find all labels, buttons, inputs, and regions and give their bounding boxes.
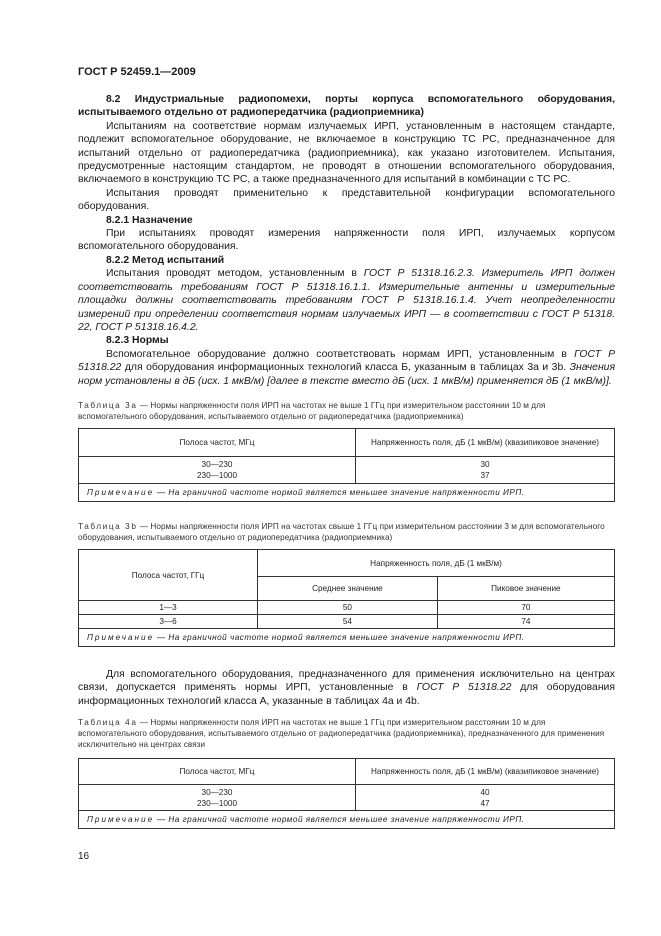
caption-text: — Нормы напряженности поля ИРП на частотах свыше 1 ГГц при измерительном расстоянии 3 м для вспомогательного оборудования, испытываемого отдельно от радиопередатчика (радиоприемника) [78, 522, 605, 542]
caption-label: Таблица 3а [78, 401, 138, 410]
table-cell: 74 [437, 615, 614, 629]
text-run: Испытания проводят методом, установленным в [106, 268, 364, 280]
text-run-italic: ГОСТ Р 51318.22 [416, 682, 512, 694]
paragraph: Испытания проводят применительно к представительной конфигурации вспомогательного оборудования. [78, 187, 615, 213]
table-note [79, 811, 615, 829]
paragraph: Испытаниям на соответствие нормам излучаемых ИРП, установленным в настоящем стандарте, подлежит вспомогательное оборудование, не включаемое в конструкцию ТС РС, предназначенное для испытаний отдельно от радиопередатчика (радиоприемника), как указано изготовителем. Испытания, предусмотренные настоящим стандартом, не проводят в отношении вспомогательного оборудования, включаемого в конструкцию ТС РС, а также предназначенного для испытаний в комбинации с ТС РС. [78, 120, 615, 186]
band-value: 30—230 [201, 460, 233, 469]
note-text: — На граничной частоте нормой является меньшее значение напряженности ИРП. [154, 815, 525, 824]
text-run: Для вспомогательного оборудования, предназначенного для применения исключительно на центрах связи, допускается применять нормы ИРП, установленные в [78, 669, 615, 694]
text-run-italic: Значения норм установлены в дБ (исх. 1 мкВ/м) [далее в тексте вместо дБ (исх. 1 мкВ/м) применяется дБ (1 мкВ/м)]. [78, 362, 615, 387]
subsection-title-8-2-2: 8.2.2 Метод испытаний [106, 254, 225, 266]
table-note [79, 629, 615, 647]
table-cell [356, 457, 615, 484]
band-value: 230—1000 [196, 471, 238, 480]
note-text: — На граничной частоте нормой является меньшее значение напряженности ИРП. [154, 633, 525, 642]
subsection-title-8-2-3: 8.2.3 Нормы [106, 335, 169, 347]
table-header-cell: Напряженность поля, дБ (1 мкВ/м) (квазипиковое значение) [356, 759, 615, 785]
text-run-italic: ГОСТ Р 51318.16.2.3. Измеритель ИРП должен соответствовать требованиям ГОСТ Р 51318.16.1.1. Измерительные антенны и измерительные площадки должны соответствовать требованиям ГОСТ Р 51318.16.1.4. Учет неопределенности измерений при определении соответствия нормам излучаемых ИРП — в соответствии с ГОСТ Р 51318. 22, ГОСТ Р 51318.16.4.2. [78, 268, 615, 333]
table-4a-caption [78, 717, 615, 750]
table-cell: 50 [258, 601, 438, 615]
caption-label: Таблица 4а [78, 718, 138, 727]
note-label: Примечание [87, 815, 155, 824]
band-value: 30—230 [201, 787, 233, 797]
text-run: Вспомогательное оборудование должно соответствовать нормам ИРП, установленным в [106, 348, 575, 360]
note-label: Примечание [87, 488, 155, 497]
table-header-cell: Полоса частот, МГц [79, 429, 356, 457]
table-3b-caption [78, 521, 615, 543]
table-cell: 1—3 [79, 601, 258, 615]
document-id: ГОСТ Р 52459.1—2009 [78, 66, 196, 78]
text-run: для оборудования информационных технологий класса А, указанные в таблицах 4а и 4b. [78, 682, 615, 707]
section-8-2 [78, 93, 615, 388]
table-3a-caption [78, 400, 615, 422]
limit-value: 37 [480, 471, 490, 480]
table-cell: 3—6 [79, 615, 258, 629]
limit-value: 40 [480, 787, 490, 797]
table-cell [79, 785, 356, 811]
table-cell [356, 785, 615, 811]
band-value: 230—1000 [196, 798, 238, 808]
table-header-cell: Напряженность поля, дБ (1 мкВ/м) (квазипиковое значение) [356, 429, 615, 457]
caption-label: Таблица 3b [78, 522, 138, 531]
table-4a [78, 758, 615, 829]
text-run: для оборудования информационных технологий класса Б, указанным в таблицах 3а и 3b. [121, 362, 570, 374]
table-cell: 70 [437, 601, 614, 615]
caption-text: — Нормы напряженности поля ИРП на частотах не выше 1 ГГц при измерительном расстоянии 10 м для вспомогательного оборудования, испытываемого отдельно от радиопередатчика (радиоприемника), предназначенного для применения исключительно на центрах связи [78, 718, 605, 749]
caption-text: — Нормы напряженности поля ИРП на частотах не выше 1 ГГц при измерительном расстоянии 10 м для вспомогательного оборудования, испытываемого отдельно от радиопередатчика (радиоприемника) [78, 401, 546, 421]
paragraph [78, 267, 615, 334]
page-number: 16 [78, 851, 90, 862]
table-3b [78, 549, 615, 647]
subsection-title-8-2-1: 8.2.1 Назначение [106, 214, 193, 226]
table-header-cell: Напряженность поля, дБ (1 мкВ/м) [258, 550, 615, 577]
paragraph-block [78, 668, 615, 708]
table-header-cell: Среднее значение [258, 577, 438, 601]
paragraph [78, 348, 615, 388]
table-cell: 54 [258, 615, 438, 629]
table-header-cell: Пиковое значение [437, 577, 614, 601]
table-header-cell: Полоса частот, ГГц [79, 550, 258, 601]
table-3a [78, 428, 615, 502]
section-heading: 8.2 Индустриальные радиопомехи, порты корпуса вспомогательного оборудования, испытываемого отдельно от радиопередатчика (радиоприемника) [78, 94, 615, 119]
paragraph [78, 668, 615, 708]
table-note [79, 484, 615, 502]
limit-value: 47 [480, 798, 490, 808]
limit-value: 30 [480, 460, 490, 469]
note-text: — На граничной частоте нормой является меньшее значение напряженности ИРП. [154, 488, 525, 497]
note-label: Примечание [87, 633, 155, 642]
table-cell [79, 457, 356, 484]
text-run-italic: ГОСТ Р 51318.22 [78, 348, 616, 374]
table-header-cell: Полоса частот, МГц [79, 759, 356, 785]
paragraph: При испытаниях проводят измерения напряженности поля ИРП, излучаемых корпусом вспомогательного оборудования. [78, 228, 615, 253]
